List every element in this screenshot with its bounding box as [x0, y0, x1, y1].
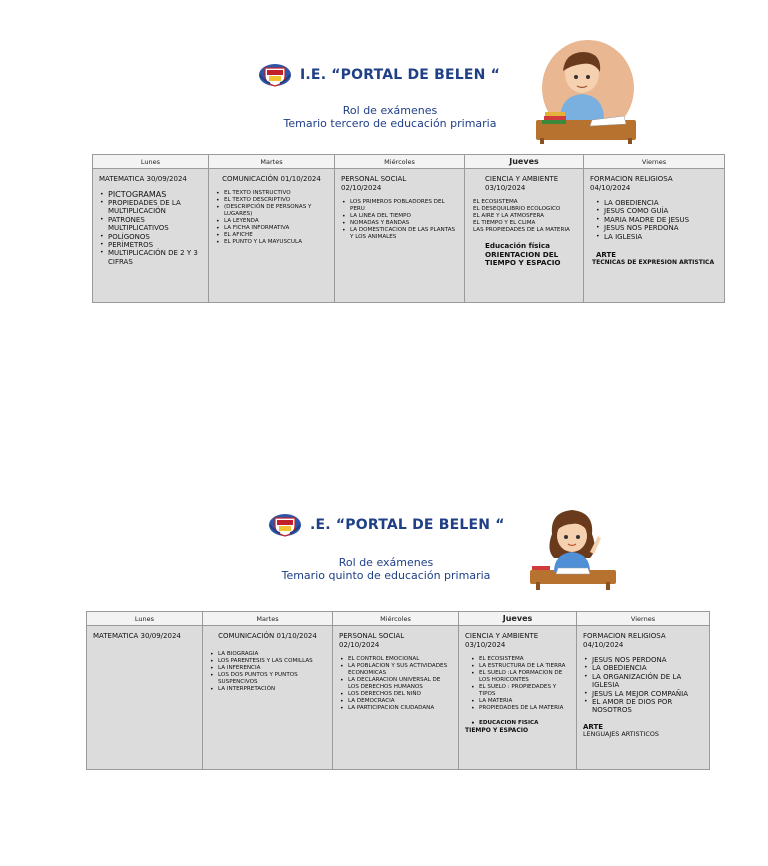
topic-item: • (DESCRIPCIÓN DE PERSONAS Y LUGARES): [224, 204, 328, 218]
topic-item: • LA PARTICIPACION CIUDADANA: [348, 705, 452, 712]
topic-list: [339, 656, 452, 712]
day-friday: Viernes: [584, 155, 725, 169]
subtitle-block: [270, 104, 510, 130]
topic-item: • LA ESTRUCTURA DE LA TIERRA: [479, 663, 570, 670]
topic-list: [209, 651, 326, 693]
extra-subject-topic: LENGUAJES ARTISTICOS: [583, 729, 659, 738]
topic-list: [215, 190, 328, 246]
subject-date: 04/10/2024: [583, 641, 624, 649]
subject-name: FORMACION RELIGIOSA: [583, 632, 666, 640]
topic-item: • LA DEMOCRACIA: [348, 698, 452, 705]
topic-item: • LA LINEA DEL TIEMPO: [350, 213, 458, 220]
boy-studying-illustration: [530, 38, 640, 144]
topic-item: • PICTOGRAMAS: [108, 190, 202, 199]
extra-subject-topic: TIEMPO Y ESPACIO: [465, 727, 529, 734]
subject-date: MATEMATICA 30/09/2024: [93, 632, 181, 640]
school-crest-icon: [258, 62, 292, 88]
topic-item: • LA MATERIA: [479, 698, 570, 705]
topic-item: • LOS PARENTESIS Y LAS COMILLAS: [218, 658, 326, 665]
topic-item: • PERÍMETROS: [108, 241, 202, 249]
day-thursday: Jueves: [465, 155, 584, 169]
topic-item: • JESUS COMO GUÍA: [604, 207, 718, 215]
cell-formacion-religiosa: [584, 169, 725, 303]
topic-item: • LA LEYENDA: [224, 218, 328, 225]
topic-item: • LA OBEDIENCIA: [592, 664, 703, 672]
topic-list: [99, 190, 202, 266]
topic-item: • LA ORGANIZACIÓN DE LA IGLESIA: [592, 673, 703, 690]
extra-subject-topic: TECNICAS DE EXPRESION ARTISTICA: [592, 259, 715, 267]
topic-item: • LOS DOS PUNTOS Y PUNTOS SUSPENCIVOS: [218, 672, 326, 686]
day-friday: Viernes: [577, 612, 710, 626]
day-header-row: [93, 155, 725, 169]
topic-item: • EL ECOSISTEMA: [479, 656, 570, 663]
subject-name: PERSONAL SOCIAL: [339, 632, 405, 640]
subject-name: CIENCIA Y AMBIENTE: [485, 175, 559, 183]
subject-date: COMUNICACIÓN 01/10/2024: [222, 175, 321, 183]
subject-name: FORMACION RELIGIOSA: [590, 175, 673, 183]
cell-personal-social: [333, 626, 459, 770]
school-header: [268, 512, 505, 538]
subject-heading: [590, 175, 718, 193]
subject-date: 04/10/2024: [590, 184, 631, 192]
topic-item: • EL AMOR DE DIOS POR NOSOTROS: [592, 698, 703, 715]
topic-list: [471, 199, 577, 234]
extra-subject-name: ARTE: [596, 251, 617, 260]
topic-item: • LA DOMESTICACION DE LAS PLANTAS Y LOS ANIMALES: [350, 227, 458, 241]
topic-item: • PROPIEDADES DE LA MATERIA: [479, 705, 570, 712]
topic-item: EL DESEQUILIBRIO ECOLOGICO: [473, 206, 561, 212]
cell-ciencia-ambiente: [459, 626, 577, 770]
subject-name: PERSONAL SOCIAL: [341, 175, 407, 183]
topic-item: • LA FICHA INFORMATIVA: [224, 225, 328, 232]
topic-item: • PATRONES MULTIPLICATIVOS: [108, 216, 202, 233]
school-crest-icon: [268, 512, 302, 538]
topic-item: EL TIEMPO Y EL CLIMA: [473, 220, 536, 226]
subject-date: 02/10/2024: [339, 641, 380, 649]
topic-item: • JESUS LA MEJOR COMPAÑIA: [592, 690, 703, 698]
schedule-table: [86, 611, 710, 770]
cell-matematica: [93, 169, 209, 303]
subject-date: COMUNICACIÓN 01/10/2024: [218, 632, 317, 640]
topic-list: [583, 656, 703, 715]
topic-item: • PROPIEDADES DE LA MULTIPLICACIÓN: [108, 199, 202, 216]
extra-subject-name: Educación física: [485, 241, 551, 250]
subtitle-exam-roll: Rol de exámenes: [338, 556, 434, 569]
subject-date: 03/10/2024: [465, 641, 506, 649]
extra-subject: [471, 242, 577, 268]
exam-schedule-fifth-grade: [0, 450, 768, 790]
girl-studying-illustration: [528, 506, 620, 592]
school-name: I.E. “PORTAL DE BELEN “: [300, 67, 501, 83]
topic-item: • JESUS NOS PERDONA: [592, 656, 703, 664]
subject-date: 02/10/2024: [341, 184, 382, 192]
topic-item: • LOS DERECHOS DEL NIÑO: [348, 691, 452, 698]
subject-heading: [471, 175, 577, 193]
school-header: [258, 62, 500, 88]
day-wednesday: Miércoles: [333, 612, 459, 626]
topic-item: • EL TEXTO INSTRUCTIVO: [224, 190, 328, 197]
day-wednesday: Miércoles: [335, 155, 465, 169]
topic-item: • LOS PRIMEROS POBLADORES DEL PERU: [350, 199, 458, 213]
cell-comunicacion: [203, 626, 333, 770]
topic-list: [590, 199, 718, 241]
cell-formacion-religiosa: [577, 626, 710, 770]
exam-schedule-third-grade: [0, 0, 768, 320]
topic-item: EL ECOSISTEMA: [473, 199, 518, 205]
topic-item: • EL AFICHE: [224, 232, 328, 239]
school-name: .E. “PORTAL DE BELEN “: [310, 517, 505, 533]
subject-date: MATEMATICA 30/09/2024: [99, 175, 187, 183]
topic-item: • JESUS NOS PERDONA: [604, 224, 718, 232]
topic-list: [465, 656, 570, 712]
day-header-row: [87, 612, 710, 626]
subject-heading: [341, 175, 458, 193]
topic-item: • EL PUNTO Y LA MAYUSCULA: [224, 239, 328, 246]
cell-comunicacion: [209, 169, 335, 303]
extra-subject-topic: ORIENTACION DEL TIEMPO Y ESPACIO: [485, 249, 561, 267]
subject-heading: [465, 632, 570, 650]
cell-personal-social: [335, 169, 465, 303]
extra-subject-name: • EDUCACION FISICA: [479, 720, 570, 727]
subtitle-grade: Temario quinto de educación primaria: [281, 569, 491, 582]
topic-list: [341, 199, 458, 241]
topic-item: • LA DECLARACION UNIVERSAL DE LOS DERECHOS HUMANOS: [348, 677, 452, 691]
topic-item: • POLÍGONOS: [108, 233, 202, 241]
topics-row: [87, 626, 710, 770]
subtitle-block: [266, 556, 506, 582]
cell-ciencia-ambiente: [465, 169, 584, 303]
topic-item: LAS PROPIEDADES DE LA MATERIA: [473, 227, 570, 233]
topic-item: • LA INFERENCIA: [218, 665, 326, 672]
subtitle-grade: Temario tercero de educación primaria: [283, 117, 497, 130]
topic-item: • NOMADAS Y BANDAS: [350, 220, 458, 227]
day-tuesday: Martes: [203, 612, 333, 626]
topic-item: EL AIRE Y LA ATMOSFERA: [473, 213, 544, 219]
day-monday: Lunes: [87, 612, 203, 626]
topic-item: • EL SUELO : PROPIEDADES Y TIPOS: [479, 684, 570, 698]
subject-heading: [339, 632, 452, 650]
topic-item: • MARIA MADRE DE JESUS: [604, 216, 718, 224]
subject-date: 03/10/2024: [485, 184, 526, 192]
topic-item: • EL CONTROL EMOCIONAL: [348, 656, 452, 663]
topic-item: • MULTIPLICACIÓN DE 2 Y 3 CIFRAS: [108, 249, 202, 266]
extra-subject-name: ARTE: [583, 722, 604, 731]
topic-item: • EL TEXTO DESCRIPTIVO: [224, 197, 328, 204]
extra-subject: [465, 720, 570, 727]
topic-item: • LA OBEDIENCIA: [604, 199, 718, 207]
day-thursday: Jueves: [459, 612, 577, 626]
topics-row: [93, 169, 725, 303]
subtitle-exam-roll: Rol de exámenes: [342, 104, 438, 117]
day-monday: Lunes: [93, 155, 209, 169]
cell-matematica: [87, 626, 203, 770]
topic-item: • LA IGLESIA: [604, 233, 718, 241]
topic-item: • LA BIOGRAGIA: [218, 651, 326, 658]
day-tuesday: Martes: [209, 155, 335, 169]
schedule-table: [92, 154, 725, 303]
subject-heading: [583, 632, 703, 650]
topic-item: • LA INTERPRETACIÓN: [218, 686, 326, 693]
subject-name: CIENCIA Y AMBIENTE: [465, 632, 539, 640]
topic-item: • EL SUELO :LA FORMACION DE LOS HORICONTES: [479, 670, 570, 684]
topic-item: • LA POBLACION Y SUS ACTIVIDADES ECONOMICAS: [348, 663, 452, 677]
